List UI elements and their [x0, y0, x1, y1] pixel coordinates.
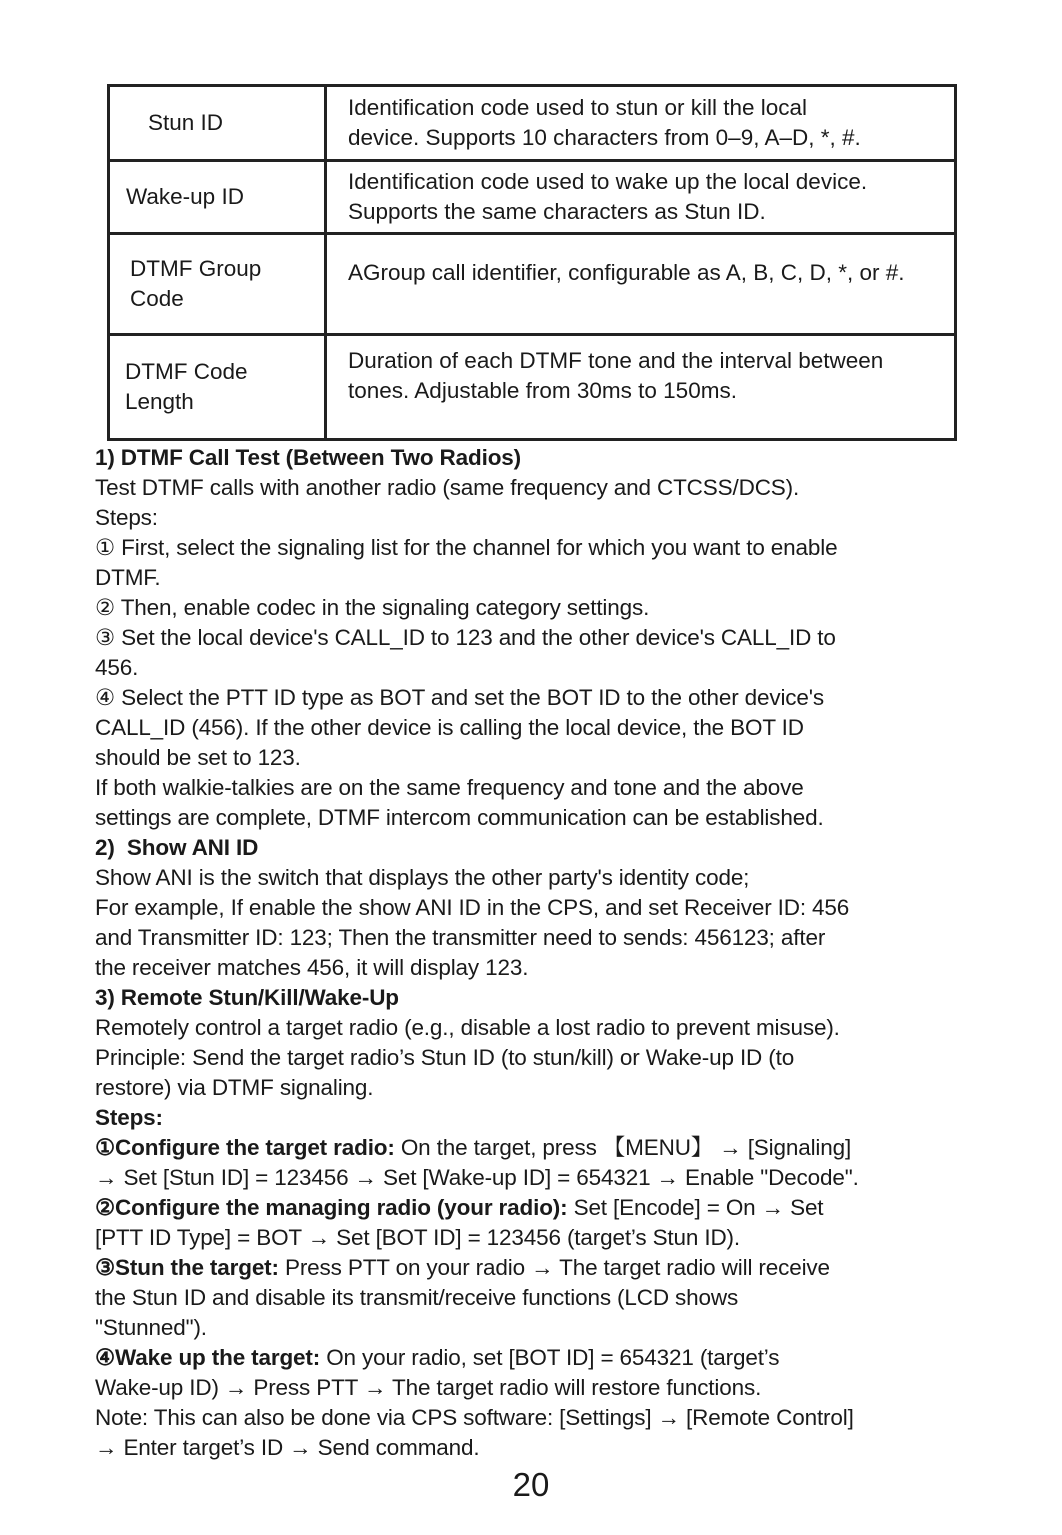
step-line: [PTT ID Type] = BOT → Set [BOT ID] = 123456 (target’s Stun ID). [95, 1225, 741, 1250]
table-row-wake-up-id [109, 161, 956, 234]
table-row-dtmf-group-code [109, 234, 956, 335]
row-label: Stun ID [109, 86, 326, 161]
paragraph-line: the receiver matches 456, it will display 123. [95, 955, 529, 980]
row-label: Wake-up ID [109, 161, 326, 234]
paragraph-line: settings are complete, DTMF intercom communication can be established. [95, 805, 824, 830]
paragraph-line: 456. [95, 655, 139, 680]
row-description [326, 86, 956, 161]
paragraph-line: CALL_ID (456). If the other device is calling the local device, the BOT ID [95, 715, 804, 740]
label-line: DTMF Group [130, 256, 262, 281]
row-label [109, 234, 326, 335]
step-line: Wake-up ID) → Press PTT → The target radio will restore functions. [95, 1375, 762, 1400]
table-row-dtmf-code-length [109, 335, 956, 440]
section-heading: 2) Show ANI ID [95, 835, 259, 860]
description-line: Identification code used to wake up the local device. [348, 169, 868, 194]
step-wake-target [95, 1343, 985, 1403]
paragraph-line: For example, If enable the show ANI ID in the CPS, and set Receiver ID: 456 [95, 895, 850, 920]
paragraph-line: restore) via DTMF signaling. [95, 1075, 374, 1100]
step-line: "Stunned"). [95, 1315, 207, 1340]
paragraph-line: ③ Set the local device's CALL_ID to 123 and the other device's CALL_ID to [95, 625, 836, 650]
section-heading: 1) DTMF Call Test (Between Two Radios) [95, 445, 521, 470]
label-line: Code [130, 286, 184, 311]
label-line: Length [125, 389, 194, 414]
paragraph-line: Remotely control a target radio (e.g., disable a lost radio to prevent misuse). [95, 1015, 840, 1040]
dtmf-settings-table [107, 84, 957, 441]
steps-label: Steps: [95, 1105, 163, 1130]
paragraph-line: Principle: Send the target radio’s Stun ID (to stun/kill) or Wake-up ID (to [95, 1045, 795, 1070]
step-text: On your radio, set [BOT ID] = 654321 (target’s [320, 1345, 780, 1370]
description-line: AGroup call identifier, configurable as A, B, C, D, *, or #. [348, 260, 905, 285]
paragraph-line: Test DTMF calls with another radio (same frequency and CTCSS/DCS). [95, 475, 800, 500]
paragraph-line: ① First, select the signaling list for the channel for which you want to enable [95, 535, 838, 560]
table-row-stun-id [109, 86, 956, 161]
step-line: the Stun ID and disable its transmit/receive functions (LCD shows [95, 1285, 739, 1310]
step-configure-target [95, 1133, 985, 1193]
step-stun-target [95, 1253, 985, 1343]
step-title: ④Wake up the target: [95, 1345, 321, 1370]
step-title: ②Configure the managing radio (your radio): [95, 1195, 568, 1220]
section-heading: 3) Remote Stun/Kill/Wake-Up [95, 985, 399, 1010]
paragraph-line: If both walkie-talkies are on the same frequency and tone and the above [95, 775, 804, 800]
step-title: ③Stun the target: [95, 1255, 279, 1280]
paragraph-line: Steps: [95, 505, 158, 530]
paragraph-line: should be set to 123. [95, 745, 301, 770]
description-line: Duration of each DTMF tone and the interval between [348, 348, 884, 373]
step-title: ①Configure the target radio: [95, 1135, 395, 1160]
paragraph-line: DTMF. [95, 565, 161, 590]
note-line: Note: This can also be done via CPS software: [Settings] → [Remote Control] [95, 1405, 854, 1430]
row-description [326, 161, 956, 234]
row-label [109, 335, 326, 440]
section-dtmf-call-test [95, 443, 985, 833]
step-line: → Set [Stun ID] = 123456 → Set [Wake-up ID] = 654321 → Enable "Decode". [95, 1165, 859, 1190]
paragraph-line: and Transmitter ID: 123; Then the transmitter need to sends: 456123; after [95, 925, 826, 950]
description-line: Supports the same characters as Stun ID. [348, 199, 766, 224]
page-number: 20 [512, 1466, 550, 1503]
step-configure-managing [95, 1193, 985, 1253]
paragraph-line: ④ Select the PTT ID type as BOT and set the BOT ID to the other device's [95, 685, 825, 710]
section-remote-stun [95, 983, 985, 1463]
description-line: tones. Adjustable from 30ms to 150ms. [348, 378, 737, 403]
step-text: On the target, press 【MENU】 → [Signaling] [394, 1135, 852, 1160]
row-description [326, 234, 956, 335]
row-description [326, 335, 956, 440]
description-line: device. Supports 10 characters from 0–9, A–D, *, #. [348, 125, 861, 150]
section-show-ani-id [95, 833, 985, 983]
label-line: DTMF Code [125, 359, 248, 384]
description-line: Identification code used to stun or kill the local [348, 95, 808, 120]
paragraph-line: Show ANI is the switch that displays the other party's identity code; [95, 865, 750, 890]
step-text: Press PTT on your radio → The target radio will receive [278, 1255, 830, 1280]
note-line: → Enter target’s ID → Send command. [95, 1435, 480, 1460]
step-text: Set [Encode] = On → Set [567, 1195, 824, 1220]
note [95, 1403, 985, 1463]
body-text [95, 443, 985, 1463]
paragraph-line: ② Then, enable codec in the signaling category settings. [95, 595, 650, 620]
